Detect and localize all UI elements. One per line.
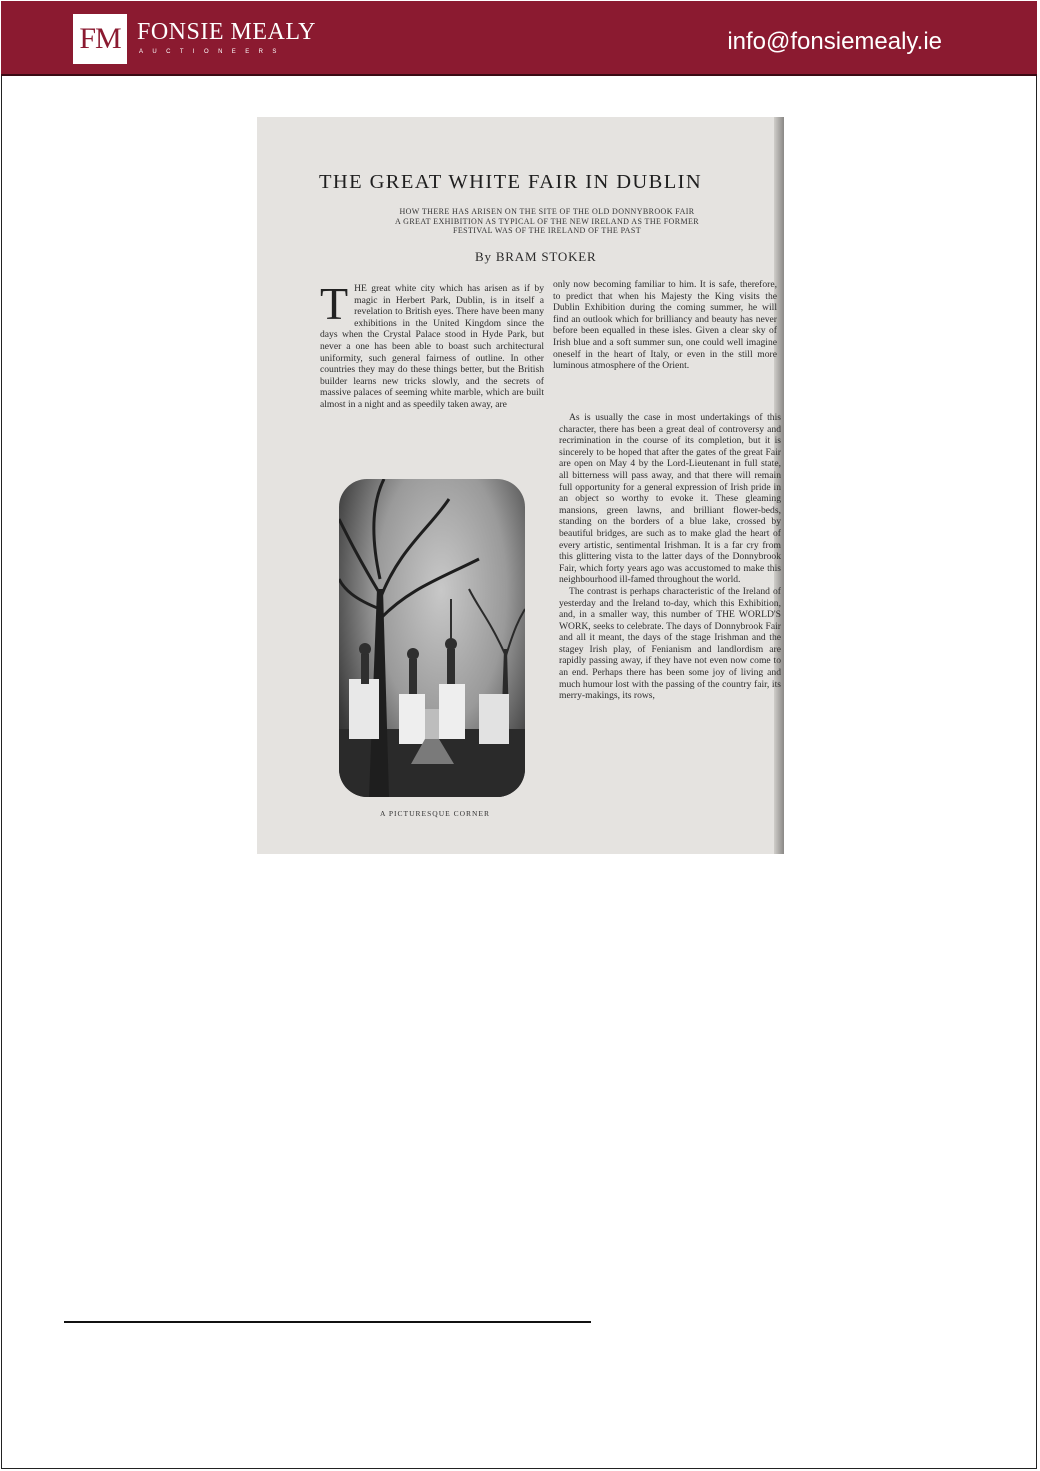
column-right-bottom: [559, 412, 781, 702]
article-byline: By BRAM STOKER: [475, 249, 597, 264]
column-left: [320, 278, 544, 411]
drop-cap: T: [320, 278, 349, 329]
brand-name: FONSIE MEALY: [137, 19, 316, 45]
article-subtitle: [347, 207, 747, 236]
column-right-top: [553, 279, 777, 372]
paragraph: The contrast is perhaps characteristic of the Ireland of yesterday and the Ireland to-day, which this Exhibition, and, in a smaller way, this number of THE WORLD'S WORK, seeks to celebrate. The days of Donnybrook Fair and all it meant, the days of the stage Irishman and the stagey Irish play, of Fenianism and landlordism are rapidly passing away, if they have not even now come to an end. Perhaps there has been some joy of living and much humour lost with the passing of the country fair, its merry-makings, its rows,: [559, 585, 781, 702]
subtitle-line: HOW THERE HAS ARISEN ON THE SITE OF THE OLD DONNYBROOK FAIR: [399, 207, 695, 216]
brand-subtitle: AUCTIONEERS: [139, 49, 286, 55]
site-header: [1, 1, 1037, 76]
photo-caption: A PICTURESQUE CORNER: [380, 809, 491, 818]
footer-divider: [64, 1321, 591, 1323]
paragraph: As is usually the case in most undertakings of this character, there has been a great deal of controversy and recrimination in the course of its completion, but it is sincerely to be hoped that after the gates of the great Fair are open on May 4 by the Lord-Lieutenant in full state, all bitterness will pass away, and that there will remain full opportunity for a general expression of Irish pride in an object so worthy to evoke it. These gleaming mansions, green lawns, and brilliant flower-beds, standing on the borders of a blue lake, crossed by beautiful bridges, are such as to make glad the heart of every artistic, sentimental Irishman. It is a far cry from this glittering vista to the latter days of the Donnybrook Fair, which forty years ago was accustomed to make this neighbourhood ill-famed throughout the world.: [559, 412, 781, 586]
paragraph: HE great white city which has arisen as if by magic in Herbert Park, Dublin, is in itself a revelation to British eyes. There have been many exhibitions in the United Kingdom since the days when the Crystal Palace stood in Hyde Park, but never a one has been able to boast such architectural uniformity, such general fairness of outline. In other countries they may do these things better, but the British builder learns new tricks slowly, and the secrets of massive palaces of seeming white marble, which are built almost in a night and as speedily taken away, are: [320, 283, 544, 410]
subtitle-line: FESTIVAL WAS OF THE IRELAND OF THE PAST: [453, 226, 641, 235]
paragraph: only now becoming familiar to him. It is safe, therefore, to predict that when his Majesty the King visits the Dublin Exhibition during the coming summer, he will find an outlook which for brilliancy and beauty has never before been equalled in these isles. Given a clear sky of Irish blue and a soft summer sun, one could well imagine oneself in the heart of Italy, or even in the still more luminous atmosphere of the Orient.: [553, 279, 777, 372]
article-title: THE GREAT WHITE FAIR IN DUBLIN: [319, 171, 703, 193]
logo-initials: FM: [79, 22, 121, 55]
article-photo: [339, 479, 525, 797]
subtitle-line: A GREAT EXHIBITION AS TYPICAL OF THE NEW IRELAND AS THE FORMER: [395, 216, 699, 226]
brand-logo[interactable]: [73, 14, 127, 64]
photo-illustration: [339, 479, 525, 797]
contact-email[interactable]: info@fonsiemealy.ie: [727, 28, 942, 55]
article-scan: [257, 117, 784, 854]
